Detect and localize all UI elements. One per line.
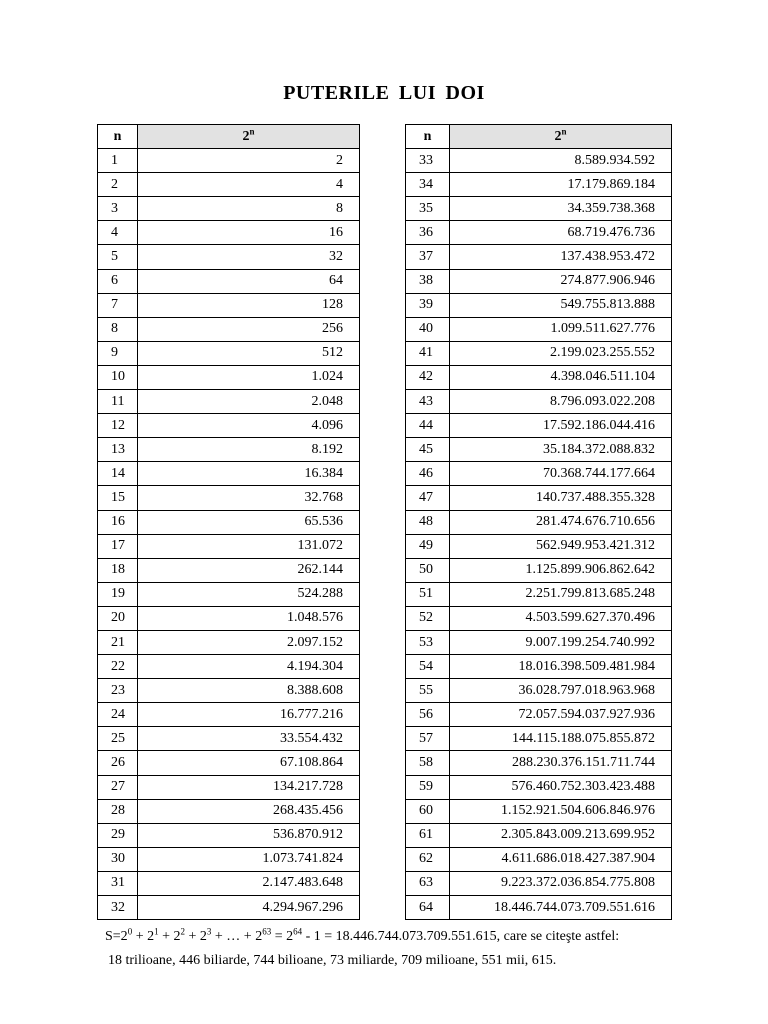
exponent-cell: 40 — [406, 317, 450, 341]
table-row — [98, 365, 360, 389]
table-row — [98, 606, 360, 630]
table-row — [98, 197, 360, 221]
power-value-cell: 4.503.599.627.370.496 — [450, 606, 672, 630]
power-value-cell: 2.097.152 — [138, 630, 360, 654]
power-value-cell: 140.737.488.355.328 — [450, 486, 672, 510]
power-value-cell: 576.460.752.303.423.488 — [450, 775, 672, 799]
sum-exponent: 64 — [293, 926, 303, 937]
power-value-cell: 8.388.608 — [138, 679, 360, 703]
header-power — [450, 125, 672, 149]
exponent-cell: 3 — [98, 197, 138, 221]
exponent-cell: 18 — [98, 558, 138, 582]
exponent-cell: 38 — [406, 269, 450, 293]
exponent-cell: 27 — [98, 775, 138, 799]
power-value-cell: 64 — [138, 269, 360, 293]
power-value-cell: 134.217.728 — [138, 775, 360, 799]
exponent-cell: 23 — [98, 679, 138, 703]
table-row — [406, 197, 672, 221]
exponent-cell: 29 — [98, 823, 138, 847]
exponent-cell: 34 — [406, 173, 450, 197]
table-row — [406, 679, 672, 703]
sum-prefix: S=2 — [105, 929, 128, 944]
exponent-cell: 32 — [98, 896, 138, 920]
table-row — [98, 823, 360, 847]
sum-exponent: 2 — [180, 926, 185, 937]
table-row — [406, 341, 672, 365]
table-row — [406, 173, 672, 197]
table-row — [98, 245, 360, 269]
exponent-cell: 46 — [406, 462, 450, 486]
power-value-cell: 18.446.744.073.709.551.616 — [450, 896, 672, 920]
table-row — [406, 871, 672, 895]
exponent-cell: 41 — [406, 341, 450, 365]
table-row — [98, 582, 360, 606]
exponent-cell: 25 — [98, 727, 138, 751]
table-row — [98, 317, 360, 341]
power-value-cell: 4.096 — [138, 414, 360, 438]
sum-exponent: 3 — [206, 926, 212, 937]
exponent-cell: 60 — [406, 799, 450, 823]
table-row — [406, 269, 672, 293]
powers-table-left-body — [98, 149, 360, 920]
table-row — [406, 703, 672, 727]
table-row — [406, 727, 672, 751]
power-value-cell: 16 — [138, 221, 360, 245]
table-row — [406, 606, 672, 630]
table-row — [98, 558, 360, 582]
power-value-cell: 33.554.432 — [138, 727, 360, 751]
power-value-cell: 524.288 — [138, 582, 360, 606]
power-value-cell: 32 — [138, 245, 360, 269]
exponent-cell: 63 — [406, 871, 450, 895]
power-value-cell: 4 — [138, 173, 360, 197]
power-value-cell: 8.192 — [138, 438, 360, 462]
sum-result: - 1 = 18.446.744.073.709.551.615, care se citeşte astfel: — [302, 929, 620, 944]
table-row — [98, 534, 360, 558]
header-n: n — [98, 125, 138, 149]
exponent-cell: 5 — [98, 245, 138, 269]
header-n: n — [406, 125, 450, 149]
power-value-cell: 16.384 — [138, 462, 360, 486]
sum-reading: 18 trilioane, 446 biliarde, 744 bilioane, 73 miliarde, 709 milioane, 551 mii, 615. — [108, 953, 557, 968]
power-value-cell: 72.057.594.037.927.936 — [450, 703, 672, 727]
table-row — [98, 149, 360, 173]
power-value-cell: 288.230.376.151.711.744 — [450, 751, 672, 775]
power-value-cell: 8.589.934.592 — [450, 149, 672, 173]
page-title: PUTERILE LUI DOI — [283, 82, 485, 104]
power-value-cell: 281.474.676.710.656 — [450, 510, 672, 534]
exponent-cell: 8 — [98, 317, 138, 341]
exponent-cell: 10 — [98, 365, 138, 389]
power-value-cell: 274.877.906.946 — [450, 269, 672, 293]
power-value-cell: 68.719.476.736 — [450, 221, 672, 245]
power-value-cell: 1.073.741.824 — [138, 847, 360, 871]
table-row — [98, 221, 360, 245]
table-row — [98, 462, 360, 486]
exponent-cell: 19 — [98, 582, 138, 606]
table-row — [406, 390, 672, 414]
table-row — [406, 438, 672, 462]
table-row — [98, 414, 360, 438]
exponent-cell: 43 — [406, 390, 450, 414]
table-row — [406, 823, 672, 847]
exponent-cell: 51 — [406, 582, 450, 606]
powers-table-left — [97, 124, 360, 920]
power-value-cell: 4.398.046.511.104 — [450, 365, 672, 389]
powers-table-right — [405, 124, 672, 920]
exponent-cell: 61 — [406, 823, 450, 847]
header-power-base: 2 — [242, 128, 250, 144]
table-row — [406, 847, 672, 871]
sum-exponent: 63 — [262, 926, 272, 937]
table-row — [406, 799, 672, 823]
exponent-cell: 11 — [98, 390, 138, 414]
table-row — [406, 486, 672, 510]
exponent-cell: 59 — [406, 775, 450, 799]
table-row — [406, 896, 672, 920]
power-value-cell: 2.251.799.813.685.248 — [450, 582, 672, 606]
power-value-cell: 512 — [138, 341, 360, 365]
table-row — [406, 317, 672, 341]
exponent-cell: 6 — [98, 269, 138, 293]
power-value-cell: 137.438.953.472 — [450, 245, 672, 269]
power-value-cell: 67.108.864 — [138, 751, 360, 775]
table-row — [406, 630, 672, 654]
table-row — [98, 269, 360, 293]
power-value-cell: 32.768 — [138, 486, 360, 510]
table-row — [406, 462, 672, 486]
exponent-cell: 58 — [406, 751, 450, 775]
table-row — [98, 751, 360, 775]
table-row — [406, 534, 672, 558]
table-row — [98, 847, 360, 871]
power-value-cell: 17.592.186.044.416 — [450, 414, 672, 438]
exponent-cell: 49 — [406, 534, 450, 558]
power-value-cell: 1.152.921.504.606.846.976 — [450, 799, 672, 823]
table-row — [406, 751, 672, 775]
power-value-cell: 2.147.483.648 — [138, 871, 360, 895]
exponent-cell: 42 — [406, 365, 450, 389]
exponent-cell: 35 — [406, 197, 450, 221]
power-value-cell: 562.949.953.421.312 — [450, 534, 672, 558]
exponent-cell: 33 — [406, 149, 450, 173]
sum-equals: = 2 — [271, 929, 294, 944]
power-value-cell: 256 — [138, 317, 360, 341]
exponent-cell: 47 — [406, 486, 450, 510]
exponent-cell: 48 — [406, 510, 450, 534]
power-value-cell: 2 — [138, 149, 360, 173]
power-value-cell: 17.179.869.184 — [450, 173, 672, 197]
exponent-cell: 22 — [98, 655, 138, 679]
table-row — [406, 221, 672, 245]
power-value-cell: 16.777.216 — [138, 703, 360, 727]
exponent-cell: 26 — [98, 751, 138, 775]
exponent-cell: 16 — [98, 510, 138, 534]
exponent-cell: 1 — [98, 149, 138, 173]
sum-exponent: 0 — [127, 926, 133, 937]
power-value-cell: 1.099.511.627.776 — [450, 317, 672, 341]
table-row — [98, 173, 360, 197]
exponent-cell: 20 — [98, 606, 138, 630]
power-value-cell: 144.115.188.075.855.872 — [450, 727, 672, 751]
table-row — [406, 582, 672, 606]
exponent-cell: 12 — [98, 414, 138, 438]
exponent-cell: 54 — [406, 655, 450, 679]
sum-term: + 2 — [158, 929, 181, 944]
table-row — [98, 871, 360, 895]
table-row — [98, 896, 360, 920]
table-row — [98, 775, 360, 799]
power-value-cell: 262.144 — [138, 558, 360, 582]
table-row — [98, 703, 360, 727]
table-row — [98, 486, 360, 510]
sum-formula — [105, 926, 620, 945]
exponent-cell: 56 — [406, 703, 450, 727]
exponent-cell: 64 — [406, 896, 450, 920]
table-header-row — [98, 125, 360, 149]
sum-term: + 2 — [132, 929, 155, 944]
exponent-cell: 31 — [98, 871, 138, 895]
sum-exponent: 1 — [154, 926, 159, 937]
power-value-cell: 4.611.686.018.427.387.904 — [450, 847, 672, 871]
exponent-cell: 7 — [98, 293, 138, 317]
power-value-cell: 131.072 — [138, 534, 360, 558]
power-value-cell: 8 — [138, 197, 360, 221]
power-value-cell: 536.870.912 — [138, 823, 360, 847]
table-row — [406, 558, 672, 582]
exponent-cell: 17 — [98, 534, 138, 558]
table-row — [98, 679, 360, 703]
exponent-cell: 39 — [406, 293, 450, 317]
sum-ellipsis: + … + 2 — [211, 929, 263, 944]
power-value-cell: 1.048.576 — [138, 606, 360, 630]
exponent-cell: 14 — [98, 462, 138, 486]
table-row — [406, 245, 672, 269]
power-value-cell: 268.435.456 — [138, 799, 360, 823]
header-power-exponent: n — [249, 125, 255, 136]
power-value-cell: 70.368.744.177.664 — [450, 462, 672, 486]
power-value-cell: 9.223.372.036.854.775.808 — [450, 871, 672, 895]
header-power-base: 2 — [554, 128, 562, 144]
exponent-cell: 28 — [98, 799, 138, 823]
table-row — [98, 438, 360, 462]
power-value-cell: 9.007.199.254.740.992 — [450, 630, 672, 654]
power-value-cell: 2.199.023.255.552 — [450, 341, 672, 365]
power-value-cell: 36.028.797.018.963.968 — [450, 679, 672, 703]
header-power-exponent: n — [561, 125, 567, 136]
power-value-cell: 34.359.738.368 — [450, 197, 672, 221]
exponent-cell: 55 — [406, 679, 450, 703]
exponent-cell: 21 — [98, 630, 138, 654]
power-value-cell: 35.184.372.088.832 — [450, 438, 672, 462]
exponent-cell: 4 — [98, 221, 138, 245]
exponent-cell: 45 — [406, 438, 450, 462]
power-value-cell: 4.294.967.296 — [138, 896, 360, 920]
power-value-cell: 4.194.304 — [138, 655, 360, 679]
powers-table-right-body — [406, 149, 672, 920]
header-power — [138, 125, 360, 149]
exponent-cell: 52 — [406, 606, 450, 630]
table-row — [98, 390, 360, 414]
exponent-cell: 2 — [98, 173, 138, 197]
table-row — [406, 293, 672, 317]
table-row — [406, 149, 672, 173]
power-value-cell: 549.755.813.888 — [450, 293, 672, 317]
exponent-cell: 24 — [98, 703, 138, 727]
exponent-cell: 13 — [98, 438, 138, 462]
table-row — [98, 655, 360, 679]
power-value-cell: 2.048 — [138, 390, 360, 414]
table-row — [406, 655, 672, 679]
exponent-cell: 9 — [98, 341, 138, 365]
table-row — [406, 510, 672, 534]
power-value-cell: 8.796.093.022.208 — [450, 390, 672, 414]
sum-term: + 2 — [185, 929, 207, 944]
table-row — [98, 727, 360, 751]
exponent-cell: 36 — [406, 221, 450, 245]
exponent-cell: 15 — [98, 486, 138, 510]
exponent-cell: 50 — [406, 558, 450, 582]
exponent-cell: 62 — [406, 847, 450, 871]
table-row — [406, 414, 672, 438]
power-value-cell: 65.536 — [138, 510, 360, 534]
table-row — [406, 365, 672, 389]
power-value-cell: 18.016.398.509.481.984 — [450, 655, 672, 679]
table-row — [98, 341, 360, 365]
power-value-cell: 1.024 — [138, 365, 360, 389]
power-value-cell: 1.125.899.906.862.642 — [450, 558, 672, 582]
exponent-cell: 44 — [406, 414, 450, 438]
table-row — [406, 775, 672, 799]
power-value-cell: 128 — [138, 293, 360, 317]
exponent-cell: 57 — [406, 727, 450, 751]
exponent-cell: 37 — [406, 245, 450, 269]
table-row — [98, 293, 360, 317]
table-row — [98, 510, 360, 534]
power-value-cell: 2.305.843.009.213.699.952 — [450, 823, 672, 847]
exponent-cell: 53 — [406, 630, 450, 654]
table-row — [98, 799, 360, 823]
exponent-cell: 30 — [98, 847, 138, 871]
table-header-row — [406, 125, 672, 149]
table-row — [98, 630, 360, 654]
